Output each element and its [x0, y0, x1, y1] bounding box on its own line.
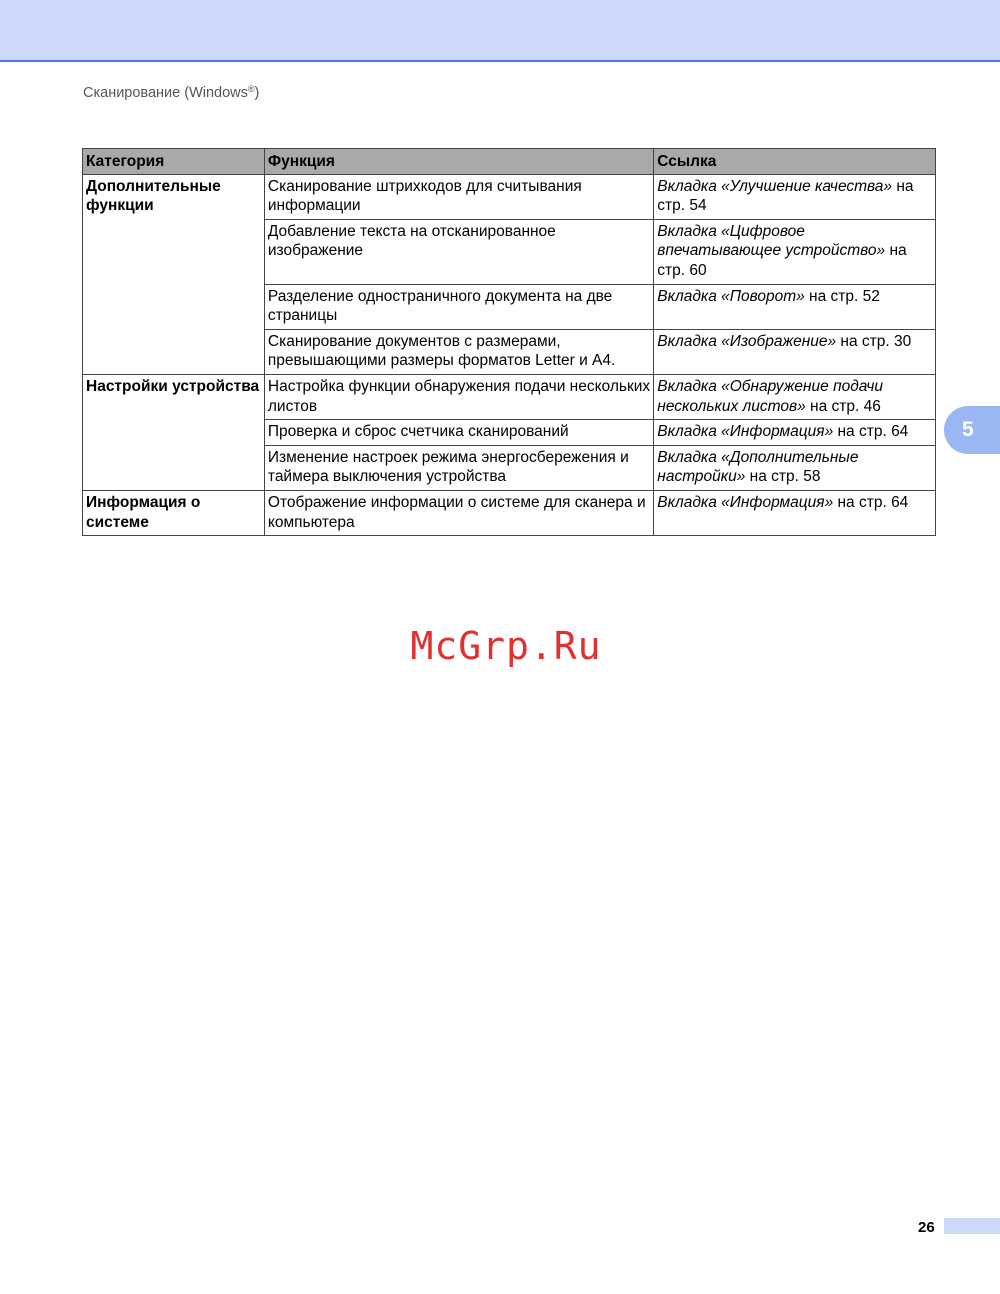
header-link: Ссылка [654, 149, 936, 175]
link-cell[interactable] [654, 329, 936, 374]
link-page-ref: на стр. 64 [833, 423, 909, 441]
category-cell: Дополнительные функции [83, 174, 265, 374]
function-cell: Отображение информации о системе для сканера и компьютера [264, 490, 653, 535]
header-function: Функция [264, 149, 653, 175]
link-tab-name: Вкладка «Обнаружение подачи нескольких листов» [657, 377, 884, 415]
link-page-ref: на стр. 60 [657, 242, 907, 279]
link-page-ref: на стр. 54 [657, 177, 914, 215]
link-tab-name: Вкладка «Информация» [657, 493, 834, 511]
function-cell: Проверка и сброс счетчика сканирований [264, 420, 653, 446]
function-cell: Сканирование штрихкодов для считывания информации [264, 174, 653, 219]
table-row [83, 490, 936, 535]
header-category: Категория [83, 149, 265, 175]
link-tab-name: Вкладка «Изображение» [657, 332, 837, 350]
reference-table [82, 148, 936, 536]
link-tab-name: Вкладка «Информация» [657, 423, 834, 441]
link-tab-name: Вкладка «Дополнительные настройки» [657, 448, 859, 486]
link-page-ref: на стр. 64 [833, 493, 909, 511]
running-header [83, 84, 259, 101]
running-header-paren: ) [254, 85, 260, 101]
link-cell[interactable] [654, 420, 936, 446]
top-band [0, 0, 1000, 62]
registered-mark: ® [247, 84, 255, 94]
link-page-ref: на стр. 46 [805, 397, 881, 415]
link-page-ref: на стр. 30 [836, 332, 912, 350]
running-header-title: Сканирование (Windows [83, 85, 248, 101]
chapter-tab[interactable]: 5 [944, 406, 1000, 454]
category-cell: Информация о системе [83, 490, 265, 535]
category-cell: Настройки устройства [83, 374, 265, 490]
link-page-ref: на стр. 58 [745, 468, 821, 486]
table-row [83, 374, 936, 419]
link-cell[interactable] [654, 174, 936, 219]
function-cell: Добавление текста на отсканированное изображение [264, 219, 653, 284]
function-cell: Разделение одностраничного документа на две страницы [264, 284, 653, 329]
watermark: McGrp.Ru [410, 624, 602, 668]
link-tab-name: Вкладка «Поворот» [657, 287, 805, 305]
link-cell[interactable] [654, 374, 936, 419]
function-cell: Настройка функции обнаружения подачи нескольких листов [264, 374, 653, 419]
link-cell[interactable] [654, 219, 936, 284]
page-number: 26 [918, 1219, 935, 1236]
table-header-row [83, 149, 936, 175]
function-cell: Сканирование документов с размерами, превышающими размеры форматов Letter и A4. [264, 329, 653, 374]
table-row [83, 174, 936, 219]
link-cell[interactable] [654, 284, 936, 329]
link-cell[interactable] [654, 490, 936, 535]
function-cell: Изменение настроек режима энергосбережения и таймера выключения устройства [264, 445, 653, 490]
link-tab-name: Вкладка «Улучшение качества» [657, 177, 893, 195]
bottom-tab [944, 1218, 1000, 1234]
link-page-ref: на стр. 52 [804, 287, 880, 305]
link-tab-name: Вкладка «Цифровое впечатывающее устройство» [657, 222, 886, 260]
link-cell[interactable] [654, 445, 936, 490]
